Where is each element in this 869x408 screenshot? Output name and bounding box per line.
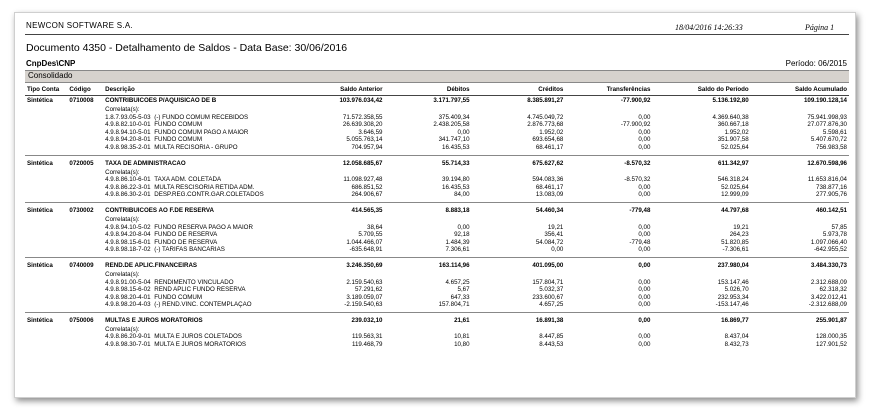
debitos: 0,00	[457, 223, 470, 231]
creditos: 16.891,38	[535, 316, 564, 324]
saldo-anterior: 38,64	[367, 223, 383, 231]
table-row	[25, 129, 849, 137]
saldo-periodo: 546.318,24	[717, 176, 749, 184]
account-type: Sintética	[27, 97, 53, 104]
creditos: 68.461,17	[535, 143, 564, 151]
saldo-acumulado: -2.312.688,09	[808, 301, 847, 309]
correlata-account: 4.9.8.98.30-7-01	[105, 341, 151, 349]
correlata-account: 4.9.8.94.20-8-04	[105, 231, 151, 239]
table-row	[25, 286, 849, 294]
debitos: 39.194,80	[442, 176, 470, 184]
correlatas-label: Correlata(s):	[105, 215, 140, 223]
col-header: Créditos	[472, 84, 566, 96]
table-row	[25, 136, 849, 144]
correlata-account: 4.9.8.98.15-6-01	[105, 238, 151, 246]
correlatas-row	[25, 169, 849, 177]
spacer-cell	[25, 184, 103, 192]
spacer-cell	[25, 191, 103, 199]
saldo-periodo: 8.437,04	[724, 333, 749, 341]
debitos: 4.657,25	[445, 278, 470, 286]
saldo-acumulado: -642.955,52	[813, 246, 847, 254]
creditos: 54.084,72	[535, 238, 564, 246]
account-type: Sintética	[27, 159, 53, 167]
transferencias: 0,00	[638, 286, 651, 294]
spacer-cell	[25, 224, 103, 232]
saldo-anterior: 71.572.358,55	[342, 113, 383, 121]
correlata-description: FUNDO COMUM	[154, 293, 203, 301]
saldo-acumulado: 756.983,58	[816, 143, 847, 151]
group-summary-row	[25, 261, 849, 271]
saldo-anterior: 103.976.034,42	[339, 97, 383, 104]
saldo-anterior: 5.055.763,14	[346, 136, 383, 144]
group-summary-row	[25, 206, 849, 216]
transferencias: -8.570,32	[624, 159, 651, 167]
transferencias: 0,00	[638, 278, 651, 286]
saldo-anterior: 12.058.685,67	[342, 159, 383, 167]
saldo-acumulado: 3.422.012,41	[810, 293, 847, 301]
table-row	[25, 121, 849, 129]
spacer-cell	[25, 114, 103, 122]
transferencias: 0,00	[638, 191, 651, 199]
report-datetime: 18/04/2016 14:26:33	[675, 23, 743, 32]
debitos: 163.114,96	[438, 261, 470, 269]
correlata-account: 4.9.8.86.30-2-01	[105, 191, 151, 199]
col-header: Débitos	[384, 84, 471, 96]
debitos: 7.306,61	[445, 246, 470, 254]
saldo-anterior: 686.851,52	[351, 183, 383, 191]
saldo-acumulado: 12.670.598,96	[807, 159, 847, 167]
debitos: 92,18	[454, 231, 470, 239]
account-type: Sintética	[27, 206, 53, 214]
group-summary-row	[25, 316, 849, 326]
table-row	[25, 246, 849, 254]
correlata-account: 4.9.8.94.10-5-01	[105, 128, 151, 136]
table-row	[25, 144, 849, 152]
creditos: 0,00	[551, 246, 564, 254]
account-type: Sintética	[27, 316, 53, 324]
saldo-periodo: 360.667,18	[717, 121, 749, 129]
saldo-acumulado: 2.312.688,09	[810, 278, 847, 286]
saldo-periodo: 5.026,70	[724, 286, 749, 294]
saldo-acumulado: 277.905,76	[816, 191, 847, 199]
saldo-anterior: 704.957,94	[351, 143, 383, 151]
transferencias: 0,00	[638, 128, 651, 136]
saldo-periodo: 351.907,58	[717, 136, 749, 144]
correlata-account: 4.9.8.98.15-6-02	[105, 286, 151, 294]
saldo-anterior: 26.639.308,20	[342, 121, 383, 129]
correlatas-row	[25, 326, 849, 334]
col-header: Saldo Anterior	[286, 84, 384, 96]
spacer-cell	[25, 301, 103, 309]
debitos: 16.435,53	[442, 183, 470, 191]
col-header: Saldo Acumulado	[751, 84, 849, 96]
saldo-anterior: 57.291,62	[354, 286, 383, 294]
saldo-acumulado: 3.484.330,73	[810, 261, 847, 269]
correlata-account: 4.9.8.94.20-8-01	[105, 136, 151, 144]
transferencias: 0,00	[638, 231, 651, 239]
col-header: Código	[67, 84, 103, 96]
correlata-description: FUNDO COMUM	[154, 136, 203, 144]
saldo-anterior: 414.565,35	[351, 206, 383, 214]
spacer-cell	[25, 216, 103, 224]
correlata-description: MULTA RESCISÓRIA RETIDA ADM.	[154, 183, 255, 191]
col-header: Transferências	[565, 84, 652, 96]
correlata-description: (-) FUNDO COMUM RECEBIDOS	[154, 113, 249, 121]
saldo-anterior: -635.648,91	[349, 246, 383, 254]
debitos: 647,33	[450, 293, 470, 301]
saldo-periodo: 8.432,73	[724, 341, 749, 349]
account-description: CONTRIBUICOES P/AQUISICAO DE B	[105, 97, 217, 104]
correlata-description: MULTA RECISÓRIA - GRUPO	[154, 143, 238, 151]
spacer-cell	[25, 121, 103, 129]
account-code: 0710008	[69, 97, 94, 104]
table-row	[25, 333, 849, 341]
correlata-description: DESP.REG.CONTR.GAR.COLETADOS	[154, 191, 264, 199]
spacer-cell	[25, 286, 103, 294]
correlatas-label: Correlata(s):	[105, 168, 140, 176]
table-row	[25, 176, 849, 184]
correlata-description: (-) TARIFAS BANCÁRIAS	[154, 246, 225, 254]
debitos: 1.484,39	[445, 238, 470, 246]
table-body	[25, 96, 849, 349]
debitos: 375.409,34	[438, 113, 470, 121]
saldo-acumulado: 5.598,61	[822, 128, 847, 136]
saldo-acumulado: 127.901,52	[816, 341, 847, 349]
correlatas-label: Correlata(s):	[105, 325, 140, 333]
saldo-acumulado: 460.142,51	[816, 206, 847, 214]
col-header: Descrição	[103, 84, 286, 96]
correlatas-row	[25, 216, 849, 224]
correlata-account: 4.9.8.94.10-5-02	[105, 223, 151, 231]
correlata-account: 1.8.7.93.05-5-03	[105, 113, 151, 121]
spacer-cell	[25, 294, 103, 302]
account-code: 0720005	[69, 159, 94, 167]
saldo-anterior: 1.044.466,07	[346, 238, 383, 246]
saldo-periodo: 153.147,46	[717, 278, 749, 286]
spacer-cell	[25, 271, 103, 279]
creditos: 68.461,17	[535, 183, 564, 191]
col-header: Tipo Conta	[25, 84, 67, 96]
correlata-description: REND APLIC FUNDO RESERVA	[154, 286, 246, 294]
correlata-description: (-) REND.VINC. CONTEMPLAÇÃO	[154, 301, 252, 309]
table-row	[25, 191, 849, 199]
correlata-account: 4.9.8.98.20-4-01	[105, 293, 151, 301]
correlata-account: 4.9.8.86.20-9-01	[105, 333, 151, 341]
correlatas-label: Correlata(s):	[105, 106, 140, 113]
saldo-acumulado: 57,85	[831, 223, 847, 231]
spacer-cell	[25, 326, 103, 334]
correlata-account: 4.9.8.98.35-2-01	[105, 143, 151, 151]
creditos: 675.627,62	[532, 159, 564, 167]
transferencias: 0,00	[638, 333, 651, 341]
saldo-acumulado: 1.097.066,40	[810, 238, 847, 246]
period-label: Período: 06/2015	[785, 59, 847, 68]
spacer-cell	[25, 129, 103, 137]
saldo-anterior: 119.563,31	[351, 333, 383, 341]
saldo-anterior: 119.468,79	[351, 341, 383, 349]
correlatas-row	[25, 106, 849, 114]
spacer-cell	[25, 169, 103, 177]
saldo-anterior: -2.159.540,63	[344, 301, 383, 309]
spacer-cell	[25, 279, 103, 287]
saldo-acumulado: 255.901,87	[816, 316, 847, 324]
creditos: 8.443,53	[539, 341, 564, 349]
table-row	[25, 239, 849, 247]
saldo-periodo: 12.999,09	[721, 191, 749, 199]
correlata-account: 4.9.8.86.22-3-01	[105, 183, 151, 191]
correlata-description: FUNDO DE RESERVA	[154, 238, 218, 246]
saldo-acumulado: 27.077.876,30	[807, 121, 847, 129]
creditos: 693.654,68	[532, 136, 564, 144]
saldo-periodo: 237.980,04	[717, 261, 749, 269]
saldo-periodo: 264,23	[729, 231, 749, 239]
saldo-periodo: 4.369.640,38	[712, 113, 749, 121]
table-row	[25, 224, 849, 232]
transferencias: -8.570,32	[624, 176, 651, 184]
creditos: 233.600,67	[532, 293, 564, 301]
creditos: 8.447,85	[539, 333, 564, 341]
spacer-cell	[25, 239, 103, 247]
saldo-periodo: 611.342,97	[718, 159, 749, 167]
saldo-anterior: 264.906,67	[351, 191, 383, 199]
creditos: 4.745.049,72	[527, 113, 564, 121]
debitos: 10,81	[454, 333, 470, 341]
account-description: CONTRIBUICOES AO F.DE RESERVA	[105, 206, 215, 214]
debitos: 157.804,71	[438, 301, 470, 309]
correlata-account: 4.9.8.91.00-5-04	[105, 278, 151, 286]
group-summary-row	[25, 159, 849, 169]
saldo-acumulado: 738.877,16	[816, 183, 847, 191]
spacer-cell	[25, 333, 103, 341]
saldo-acumulado: 75.941.998,93	[807, 113, 847, 121]
document-title: Documento 4350 - Detalhamento de Saldos - Data Base: 30/06/2016	[26, 42, 348, 54]
transferencias: -779,48	[629, 206, 651, 214]
correlatas-label: Correlata(s):	[105, 270, 140, 278]
creditos: 401.095,00	[532, 261, 564, 269]
creditos: 8.385.891,27	[527, 97, 564, 104]
creditos: 4.657,25	[539, 301, 564, 309]
account-description: REND.DE APLIC.FINANCEIRAS	[105, 261, 198, 269]
table-row	[25, 341, 849, 349]
correlata-description: FUNDO DE RESERVA	[154, 231, 218, 239]
correlata-account: 4.9.8.82.10-0-01	[105, 121, 151, 129]
correlata-description: FUNDO COMUM	[154, 121, 203, 129]
transferencias: 0,00	[638, 293, 651, 301]
correlata-description: MULTA E JUROS COLETADOS	[154, 333, 242, 341]
saldo-periodo: -7.306,61	[722, 246, 749, 254]
saldo-periodo: -153.147,46	[715, 301, 749, 309]
debitos: 16.435,53	[442, 143, 470, 151]
transferencias: -779,48	[629, 238, 651, 246]
debitos: 0,00	[457, 128, 470, 136]
debitos: 10,80	[454, 341, 470, 349]
debitos: 84,00	[454, 191, 470, 199]
saldo-periodo: 19,21	[733, 223, 749, 231]
saldo-anterior: 5.709,55	[358, 231, 383, 239]
creditos: 356,41	[544, 231, 564, 239]
account-code: 0730002	[69, 206, 94, 214]
report-page	[14, 12, 856, 398]
saldo-anterior: 3.189.059,07	[346, 293, 383, 301]
table-row	[25, 184, 849, 192]
col-header: Saldo do Período	[652, 84, 750, 96]
table-row	[25, 294, 849, 302]
cnp-label: CnpDes\CNP	[26, 59, 76, 68]
transferencias: 0,00	[638, 143, 651, 151]
saldo-periodo: 51.820,85	[721, 238, 749, 246]
creditos: 5.032,37	[539, 286, 564, 294]
spacer-cell	[25, 176, 103, 184]
debitos: 341.747,10	[438, 136, 470, 144]
saldo-periodo: 1.952,02	[724, 128, 749, 136]
creditos: 54.460,34	[535, 206, 564, 214]
table-row	[25, 301, 849, 309]
account-code: 0750006	[69, 316, 94, 324]
creditos: 2.876.773,68	[527, 121, 564, 129]
transferencias: 0,00	[638, 223, 651, 231]
saldo-periodo: 16.869,77	[721, 316, 749, 324]
saldo-periodo: 44.797,68	[721, 206, 749, 214]
page-number: Página 1	[805, 23, 835, 32]
header-divider	[25, 34, 849, 35]
account-type: Sintética	[27, 261, 53, 269]
saldo-anterior: 3.246.350,69	[346, 261, 383, 269]
correlata-description: RENDIMENTO VINCULADO	[154, 278, 234, 286]
debitos: 3.171.797,55	[433, 97, 470, 104]
spacer-cell	[25, 144, 103, 152]
debitos: 21,61	[454, 316, 470, 324]
consolidated-bar	[25, 70, 849, 83]
saldo-anterior: 11.098.927,48	[343, 176, 383, 184]
correlatas-row	[25, 271, 849, 279]
correlata-account: 4.9.8.98.20-4-03	[105, 301, 151, 309]
table-row	[25, 279, 849, 287]
debitos: 55.714,33	[442, 159, 470, 167]
consolidated-label: Consolidado	[28, 71, 73, 80]
saldo-acumulado: 109.190.128,14	[803, 97, 847, 104]
company-name: NEWCON SOFTWARE S.A.	[26, 21, 134, 30]
spacer-cell	[25, 136, 103, 144]
saldo-anterior: 3.646,59	[358, 128, 383, 136]
saldo-periodo: 232.953,34	[717, 293, 749, 301]
debitos: 2.438.205,58	[433, 121, 470, 129]
creditos: 1.952,02	[539, 128, 564, 136]
correlata-description: TAXA ADM. COLETADA	[154, 176, 222, 184]
creditos: 594.083,36	[532, 176, 564, 184]
saldo-periodo: 5.136.192,80	[712, 97, 749, 104]
debitos: 8.883,18	[445, 206, 470, 214]
transferencias: 0,00	[638, 301, 651, 309]
account-code: 0740009	[69, 261, 94, 269]
transferencias: 0,00	[638, 136, 651, 144]
spacer-cell	[25, 246, 103, 254]
correlata-description: FUNDO COMUM PAGO A MAIOR	[154, 128, 249, 136]
saldo-periodo: 52.025,64	[721, 183, 749, 191]
saldo-acumulado: 5.973,78	[822, 231, 847, 239]
saldo-acumulado: 11.653.816,04	[807, 176, 847, 184]
saldo-acumulado: 5.407.670,72	[810, 136, 847, 144]
correlata-description: FUNDO RESERVA PAGO A MAIOR	[154, 223, 253, 231]
creditos: 157.804,71	[532, 278, 564, 286]
spacer-cell	[25, 106, 103, 114]
transferencias: 0,00	[638, 246, 651, 254]
saldo-anterior: 2.159.540,63	[346, 278, 383, 286]
correlata-account: 4.9.8.86.10-6-01	[105, 176, 151, 184]
creditos: 19,21	[547, 223, 564, 231]
table-row	[25, 114, 849, 122]
transferencias: 0,00	[638, 316, 651, 324]
saldo-periodo: 52.025,64	[721, 143, 749, 151]
transferencias: 0,00	[638, 341, 651, 349]
transferencias: 0,00	[638, 261, 651, 269]
transferencias: -77.900,92	[620, 97, 651, 104]
transferencias: 0,00	[638, 183, 651, 191]
balance-table	[25, 84, 849, 349]
transferencias: 0,00	[638, 113, 651, 121]
saldo-acumulado: 62.318,32	[819, 286, 847, 294]
table-row	[25, 231, 849, 239]
account-description: MULTAS E JUROS MORATORIOS	[105, 316, 203, 324]
spacer-cell	[25, 231, 103, 239]
group-summary-row	[25, 96, 849, 107]
transferencias: -77.900,92	[620, 121, 651, 129]
correlata-description: MULTA E JUROS MORATÓRIOS	[154, 341, 247, 349]
debitos: 5,67	[457, 286, 470, 294]
creditos: 13.083,09	[535, 191, 564, 199]
table-header-row	[25, 84, 849, 96]
account-description: TAXA DE ADMINISTRACAO	[105, 159, 186, 167]
saldo-acumulado: 128.000,35	[816, 333, 847, 341]
spacer-cell	[25, 341, 103, 349]
saldo-anterior: 239.032,10	[351, 316, 383, 324]
correlata-account: 4.9.8.98.18-7-02	[105, 246, 151, 254]
